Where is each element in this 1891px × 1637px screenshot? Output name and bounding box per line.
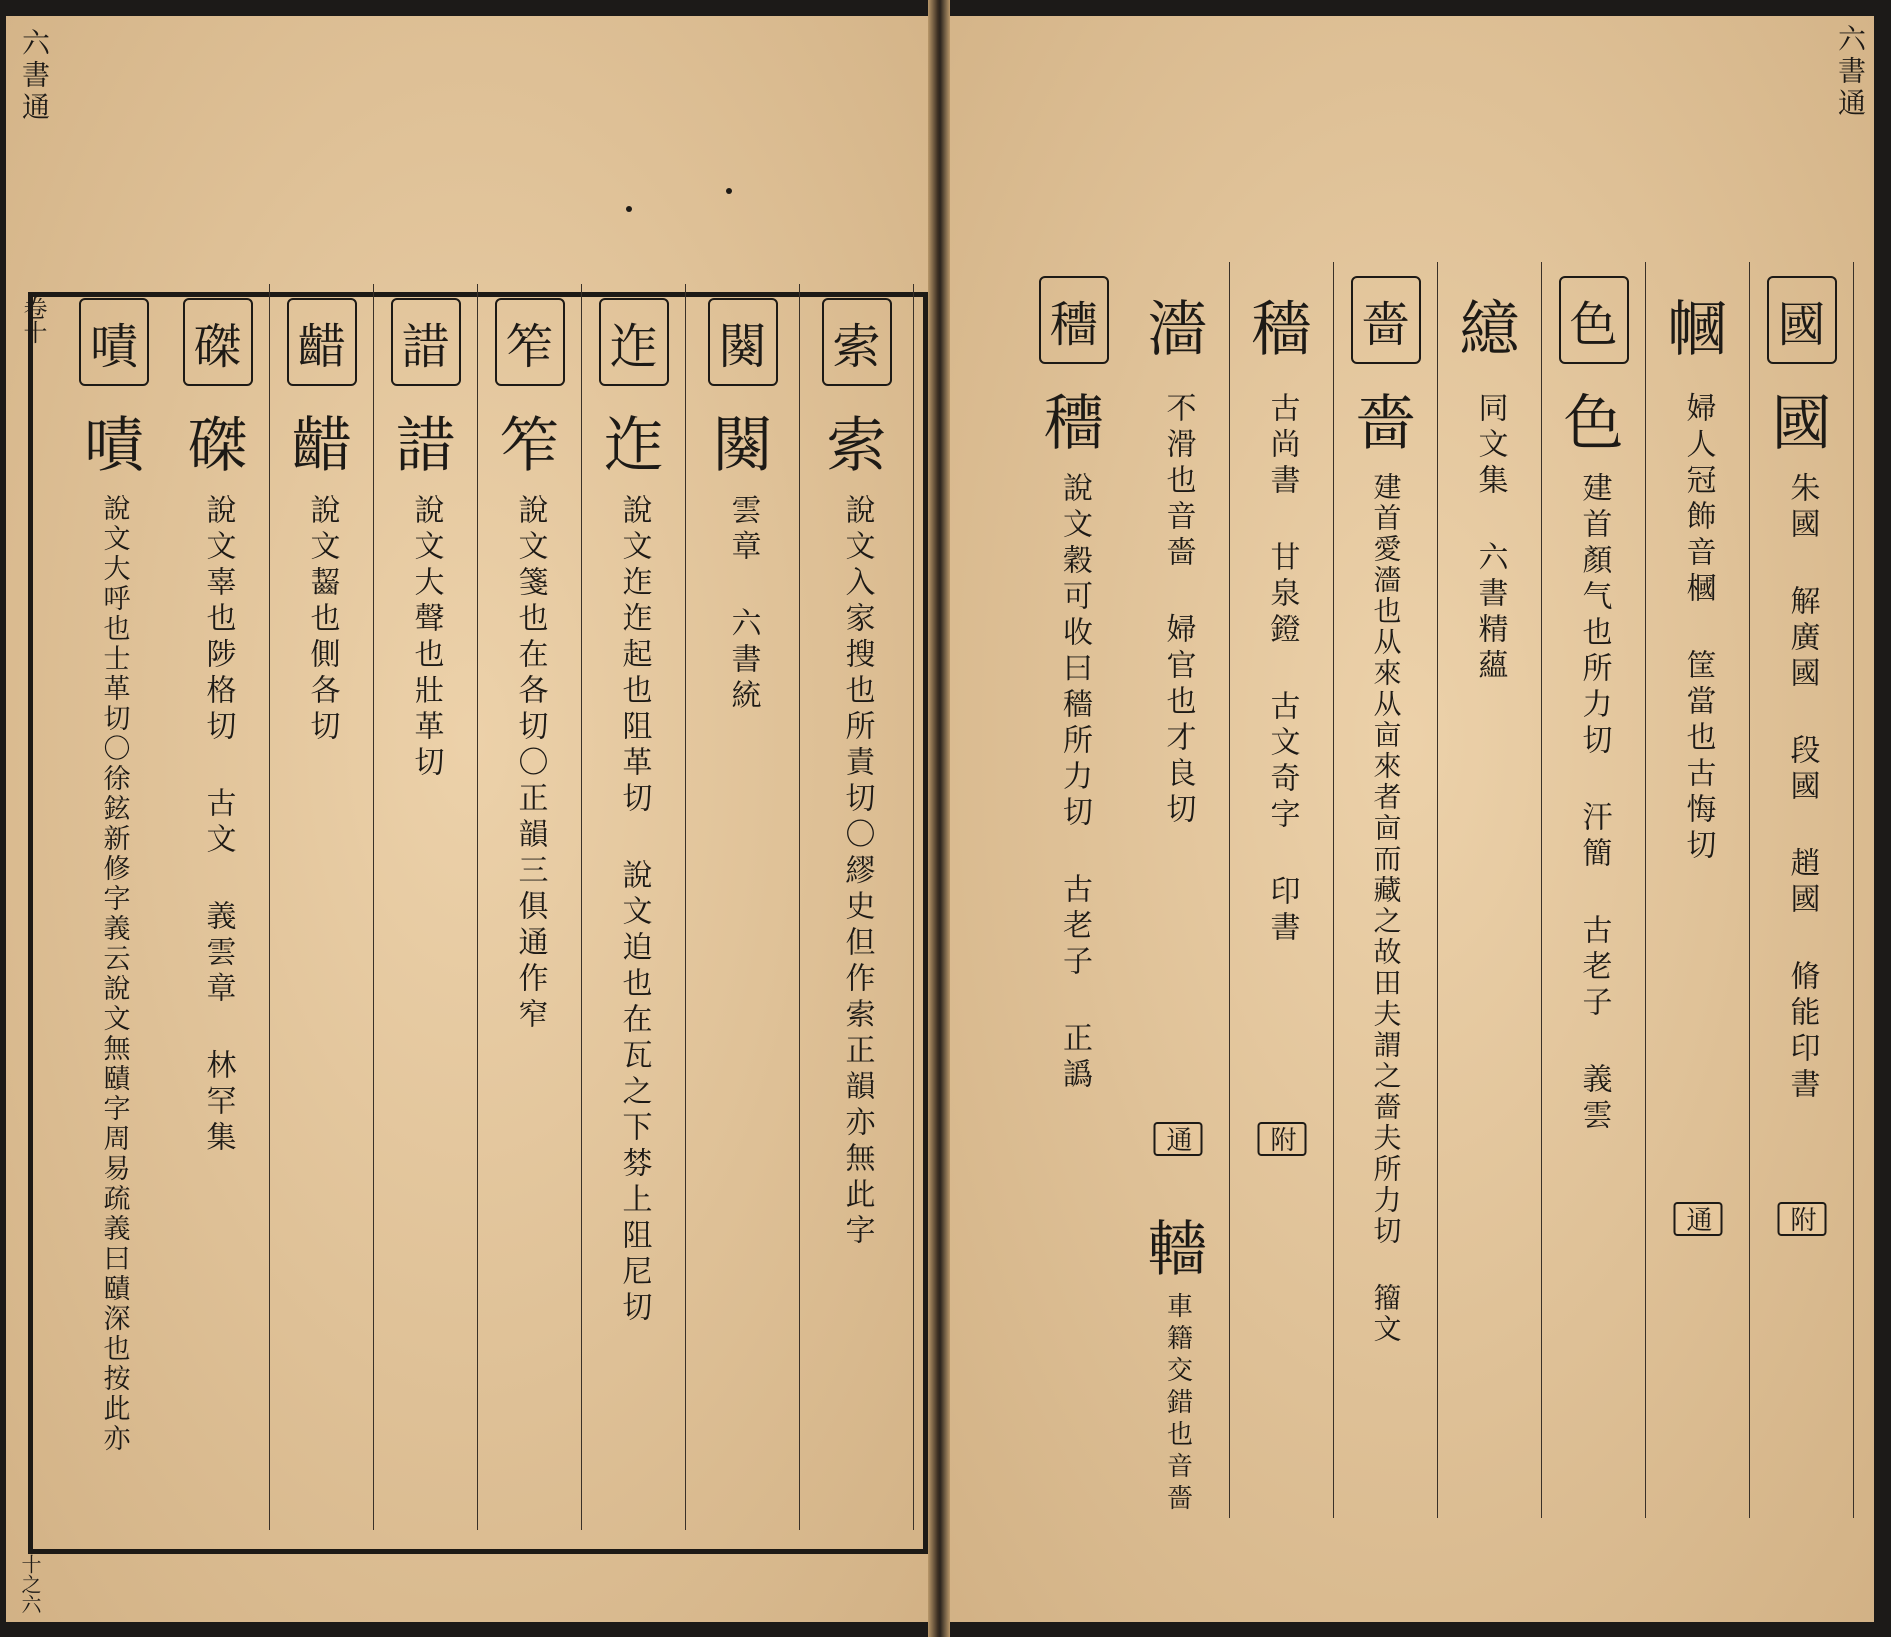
entry-head-seal: 齰 [291, 411, 352, 481]
entry-head-seal: 幗 [1667, 295, 1728, 365]
entry-head-box: 笮 [495, 298, 565, 386]
entry-column [374, 284, 478, 1530]
entry-text: 說文穀可收曰穡所力切 古老子 正譌 [1057, 472, 1092, 1094]
entry-column [166, 284, 270, 1530]
left-volume-label: 卷十 [19, 296, 47, 344]
entry-head-box: 齰 [287, 298, 357, 386]
entry-head-seal: 索 [826, 411, 887, 481]
entry-column [1542, 262, 1646, 1518]
right-columns [958, 262, 1854, 1518]
entry-text: 車籍交錯也音嗇 [1162, 1292, 1193, 1516]
entry-text: 朱國 解廣國 段國 趙國 脩能印書 [1784, 472, 1820, 1104]
entry-column [1438, 262, 1542, 1518]
entry-text: 說文辜也陟格切 古文 義雲章 林罕集 [200, 494, 236, 1157]
entry-head-seal: 國 [1771, 389, 1832, 459]
entry-head-box: 嘖 [79, 298, 149, 386]
tag-fu: 附 [1777, 1202, 1826, 1236]
entry-text: 不滑也音嗇 婦官也才良切 [1160, 392, 1196, 829]
entry-column [1126, 262, 1230, 1518]
entry-column [1646, 262, 1750, 1518]
tag-tong: 通 [1153, 1122, 1202, 1156]
entry-head-seal: 諎 [395, 411, 456, 481]
tag-fu: 附 [1257, 1122, 1306, 1156]
entry-head-seal: 穯 [1044, 389, 1104, 459]
entry-column [1334, 262, 1438, 1518]
entry-head-seal: 轖 [1147, 1215, 1208, 1285]
entry-text: 建首顏气也所力切 汗簡 古老子 義雲 [1576, 472, 1612, 1135]
entry-head-box: 迮 [599, 298, 669, 386]
entry-text: 同文集 六書精蘊 [1472, 392, 1508, 685]
entry-column [62, 284, 166, 1530]
entry-head-box: 諎 [391, 298, 461, 386]
entry-text: 婦人冠飾音槶 筐當也古悔切 [1680, 392, 1716, 865]
entry-text: 雲章 六書統 [725, 494, 761, 715]
entry-text: 古尚書 甘泉鐙 古文奇字 印書 [1264, 392, 1300, 947]
tag-tong: 通 [1673, 1202, 1722, 1236]
entry-text: 說文入家搜也所責切〇繆史但作索正韻亦無此字 [839, 494, 875, 1250]
entry-head-seal: 繶 [1459, 295, 1520, 365]
entry-text: 說文迮迮起也阻革切 說文迫也在瓦之下棼上阻尼切 [616, 494, 652, 1327]
entry-head-seal: 嗇 [1355, 389, 1416, 459]
entry-text: 說文大呼也士革切〇徐鉉新修字義云說文無賾字周易疏義曰賾深也按此亦 [98, 494, 130, 1454]
entry-head-seal: 濇 [1147, 295, 1208, 365]
entry-head-seal: 磔 [187, 411, 248, 481]
entry-text: 建首愛濇也从來从㐭來者㐭而藏之故田夫謂之嗇夫所力切 籀文 [1369, 472, 1403, 1345]
entry-head-box: 磔 [183, 298, 253, 386]
entry-column [800, 284, 914, 1530]
entry-head-seal: 迮 [603, 411, 664, 481]
right-margin-title: 六書通 [1834, 24, 1867, 120]
entry-head-box: 嗇 [1351, 276, 1421, 364]
left-margin-title: 六書通 [18, 28, 51, 124]
entry-head-seal: 笮 [499, 411, 560, 481]
entry-head-seal: 嘖 [84, 411, 144, 481]
entry-text: 說文大聲也壯革切 [408, 494, 444, 782]
entry-head-box: 闋 [708, 298, 778, 386]
entry-head-seal: 穡 [1251, 295, 1312, 365]
ink-dot [726, 188, 732, 194]
entry-text: 說文齧也側各切 [304, 494, 340, 746]
entry-column [1022, 262, 1126, 1518]
left-page-number: 十之六 [18, 1554, 42, 1614]
entry-head-seal: 色 [1563, 389, 1624, 459]
ink-dot [626, 206, 632, 212]
entry-head-seal: 闋 [712, 411, 773, 481]
entry-column [1750, 262, 1854, 1518]
entry-column [478, 284, 582, 1530]
entry-head-box: 國 [1767, 276, 1837, 364]
book-gutter [928, 0, 950, 1637]
left-columns [30, 284, 914, 1530]
entry-column [270, 284, 374, 1530]
entry-head-box: 穯 [1039, 276, 1109, 364]
entry-column [582, 284, 686, 1530]
entry-head-box: 索 [822, 298, 892, 386]
entry-column [686, 284, 800, 1530]
entry-text: 說文箋也在各切〇正韻三俱通作窄 [512, 494, 548, 1034]
entry-head-box: 色 [1559, 276, 1629, 364]
entry-column [1230, 262, 1334, 1518]
